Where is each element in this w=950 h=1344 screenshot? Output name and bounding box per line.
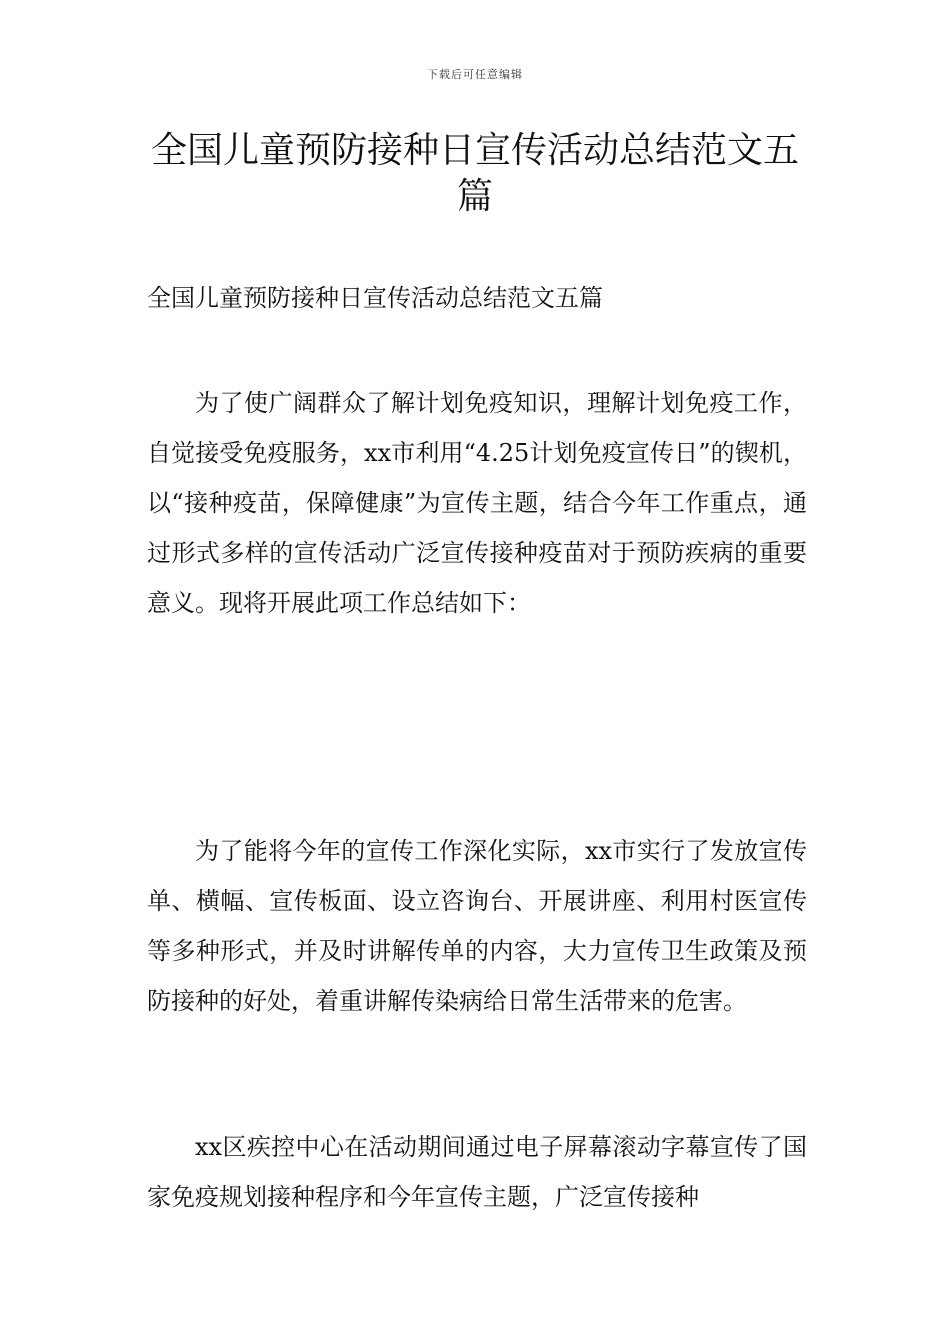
document-title: 全国儿童预防接种日宣传活动总结范文五篇 bbox=[150, 130, 799, 217]
paragraph-2: 为了能将今年的宣传工作深化实际，xx市实行了发放宣传单、横幅、宣传板面、设立咨询台、开展讲座、利用村医宣传等多种形式，并及时讲解传单的内容，大力宣传卫生政策及预防接种的好处，着重讲解传染病给日常生活带来的危害。 bbox=[147, 837, 807, 1015]
paragraph-1: 为了使广阔群众了解计划免疫知识，理解计划免疫工作，自觉接受免疫服务，xx市利用“4.25计划免疫宣传日”的锲机，以“接种疫苗，保障健康”为宣传主题，结合今年工作重点，通过形式多样的宣传活动广泛宣传接种疫苗对于预防疾病的重要意义。现将开展此项工作总结如下： bbox=[147, 389, 807, 617]
header-note: 下载后可任意编辑 bbox=[427, 68, 523, 81]
document-subtitle: 全国儿童预防接种日宣传活动总结范文五篇 bbox=[147, 284, 603, 312]
paragraph-3: xx区疾控中心在活动期间通过电子屏幕滚动字幕宣传了国家免疫规划接种程序和今年宣传主题，广泛宣传接种 bbox=[147, 1133, 807, 1211]
